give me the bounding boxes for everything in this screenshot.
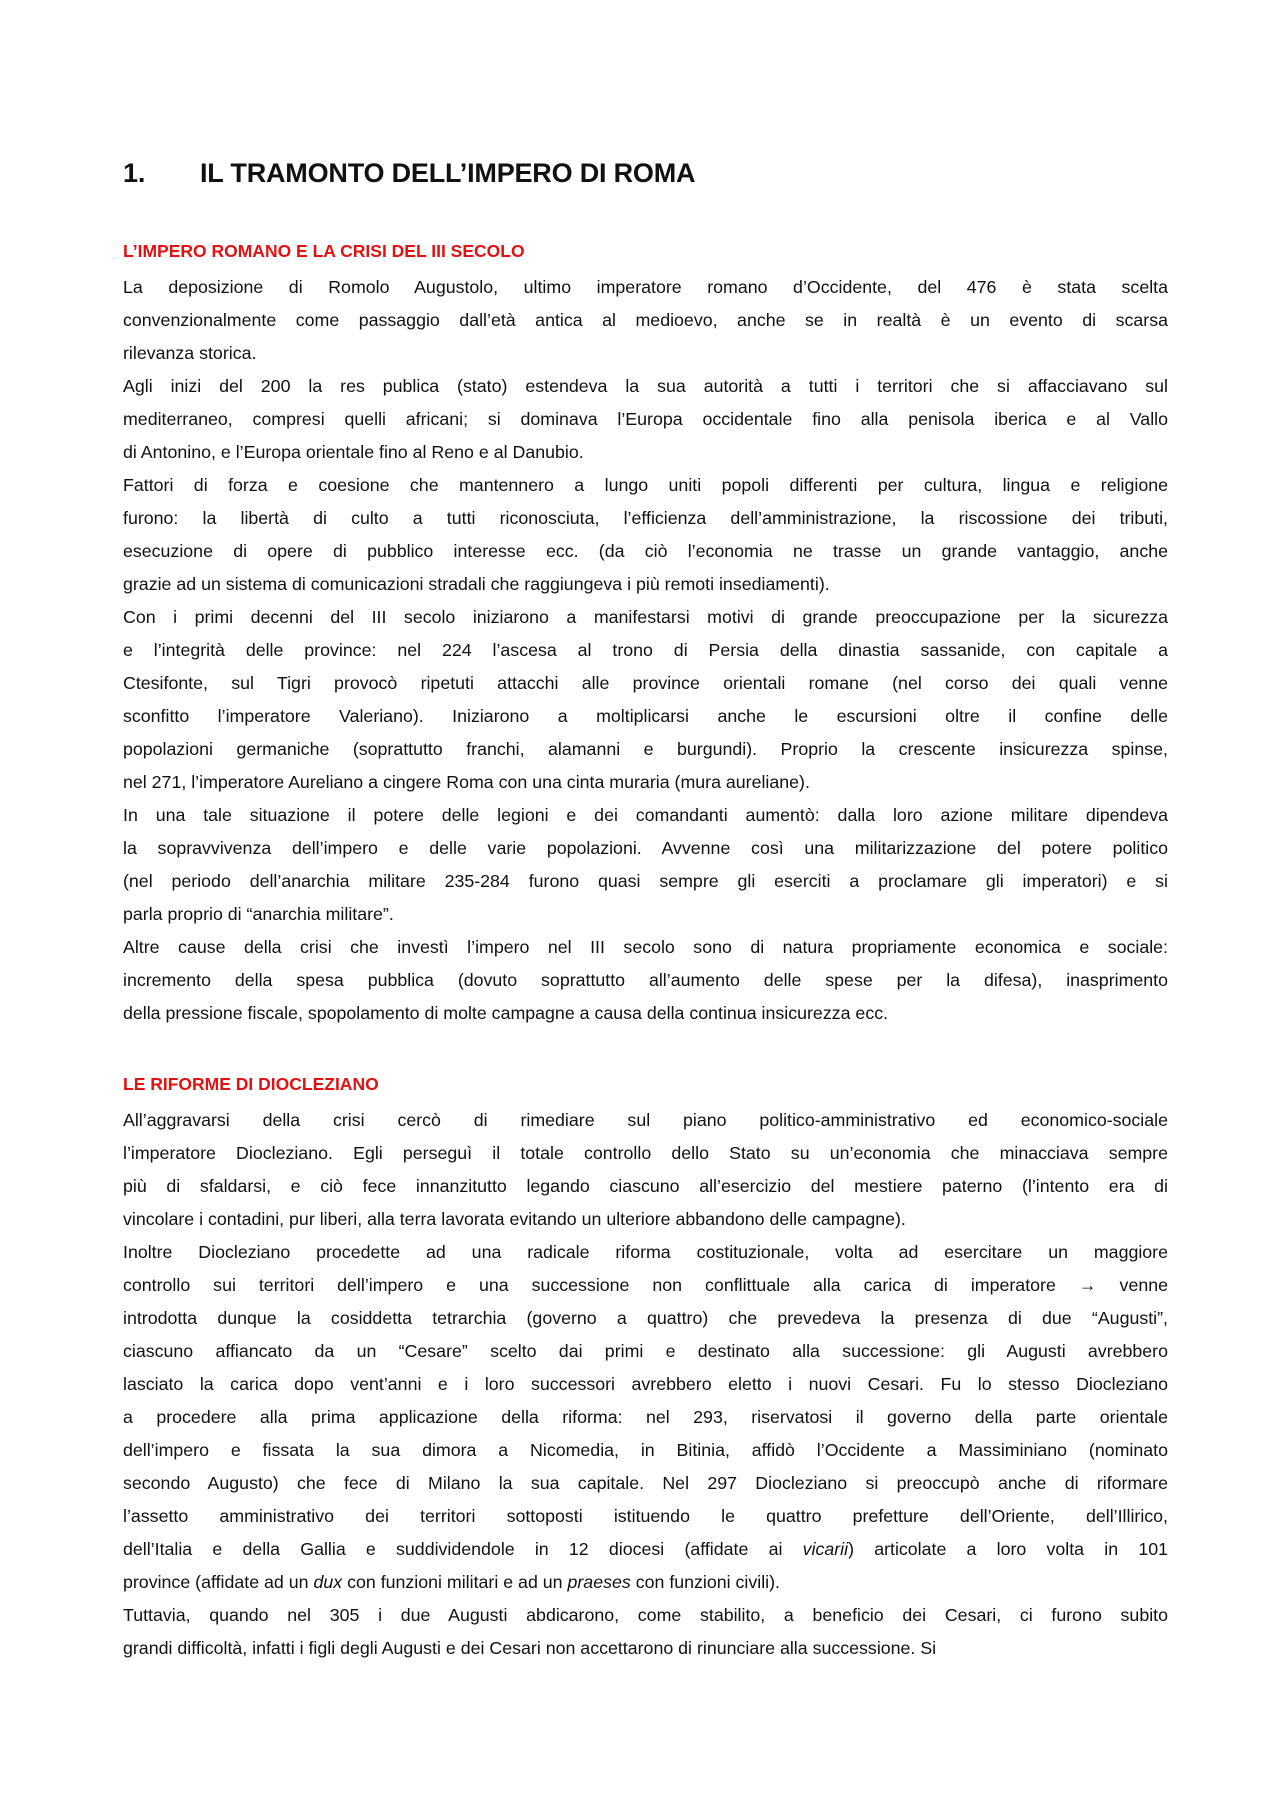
text-line: ciascuno affiancato da un “Cesare” scelto dai primi e destinato alla successione: gli Augusti avrebbero: [123, 1341, 1168, 1361]
text-line: nel 271, l’imperatore Aureliano a cingere Roma con una cinta muraria (mura aureliane).: [123, 772, 810, 792]
paragraph: [123, 1236, 1168, 1599]
text-line: La deposizione di Romolo Augustolo, ultimo imperatore romano d’Occidente, del 476 è stata scelta: [123, 277, 1168, 297]
text-line: rilevanza storica.: [123, 343, 257, 363]
paragraph: [123, 1104, 1168, 1236]
text-line: introdotta dunque la cosiddetta tetrarchia (governo a quattro) che prevedeva la presenza di due “Augusti”,: [123, 1308, 1168, 1328]
text-line: l’assetto amministrativo dei territori sottoposti istituendo le quattro prefetture dell’Oriente, dell’Illirico,: [123, 1506, 1168, 1526]
text-line: incremento della spesa pubblica (dovuto soprattutto all’aumento delle spese per la difesa), inasprimento: [123, 970, 1168, 990]
text-line: vincolare i contadini, pur liberi, alla terra lavorata evitando un ulteriore abbandono delle campagne).: [123, 1209, 906, 1229]
text-line: Inoltre Diocleziano procedette ad una radicale riforma costituzionale, volta ad esercitare un maggiore: [123, 1242, 1168, 1262]
paragraph: [123, 271, 1168, 370]
text-line: più di sfaldarsi, e ciò fece innanzitutto legando ciascuno all’esercizio del mestiere paterno (l’intento era di: [123, 1176, 1168, 1196]
paragraph: [123, 601, 1168, 799]
text-line: Con i primi decenni del III secolo iniziarono a manifestarsi motivi di grande preoccupazione per la sicurezza: [123, 607, 1168, 627]
text-line: della pressione fiscale, spopolamento di molte campagne a causa della continua insicurezza ecc.: [123, 1003, 889, 1023]
text-line: dell’Italia e della Gallia e suddividendole in 12 diocesi (affidate ai vicarii) articolate a loro volta in 101: [123, 1539, 1168, 1559]
text-line: popolazioni germaniche (soprattutto franchi, alamanni e burgundi). Proprio la crescente insicurezza spinse,: [123, 739, 1168, 759]
section-crisi-iii-secolo: [123, 238, 1168, 1030]
paragraph: [123, 469, 1168, 601]
text-line: Fattori di forza e coesione che mantennero a lungo uniti popoli differenti per cultura, lingua e religione: [123, 475, 1168, 495]
text-line: l’imperatore Diocleziano. Egli perseguì il totale controllo dello Stato su un’economia che minacciava sempre: [123, 1143, 1168, 1163]
text-line: secondo Augusto) che fece di Milano la sua capitale. Nel 297 Diocleziano si preoccupò anche di riformare: [123, 1473, 1168, 1493]
italic-term: vicarii: [802, 1539, 849, 1559]
text-line: parla proprio di “anarchia militare”.: [123, 904, 394, 924]
text-line: In una tale situazione il potere delle legioni e dei comandanti aumentò: dalla loro azione militare dipendeva: [123, 805, 1168, 825]
text-line: Altre cause della crisi che investì l’impero nel III secolo sono di natura propriamente economica e sociale:: [123, 937, 1168, 957]
section-body: [123, 271, 1168, 1030]
text-line: grazie ad un sistema di comunicazioni stradali che raggiungeva i più remoti insediamenti).: [123, 574, 830, 594]
text-line: Tuttavia, quando nel 305 i due Augusti abdicarono, come stabilito, a beneficio dei Cesari, ci furono subito: [123, 1605, 1168, 1625]
text-line: mediterraneo, compresi quelli africani; si dominava l’Europa occidentale fino alla penisola iberica e al Vallo: [123, 409, 1168, 429]
text-line: lasciato la carica dopo vent’anni e i loro successori avrebbero eletto i nuovi Cesari. Fu lo stesso Diocleziano: [123, 1374, 1168, 1394]
text-line: sconfitto l’imperatore Valeriano). Iniziarono a moltiplicarsi anche le escursioni oltre il confine delle: [123, 706, 1168, 726]
paragraph: [123, 931, 1168, 1030]
text-line: Agli inizi del 200 la res publica (stato) estendeva la sua autorità a tutti i territori che si affacciavano sul: [123, 376, 1168, 396]
section-riforme-diocleziano: [123, 1071, 1168, 1665]
section-heading: L’IMPERO ROMANO E LA CRISI DEL III SECOLO: [123, 241, 525, 261]
chapter-number: 1.: [123, 158, 146, 188]
text-line: grandi difficoltà, infatti i figli degli Augusti e dei Cesari non accettarono di rinunciare alla successione. Si: [123, 1638, 937, 1658]
text-line: esecuzione di opere di pubblico interesse ecc. (da ciò l’economia ne trasse un grande vantaggio, anche: [123, 541, 1168, 561]
text-line: dell’impero e fissata la sua dimora a Nicomedia, in Bitinia, affidò l’Occidente a Massiminiano (nominato: [123, 1440, 1168, 1460]
paragraph: [123, 799, 1168, 931]
paragraph: [123, 370, 1168, 469]
text-line: province (affidate ad un dux con funzioni militari e ad un praeses con funzioni civili).: [123, 1572, 780, 1592]
text-line: controllo sui territori dell’impero e una successione non conflittuale alla carica di imperatore → venne: [123, 1275, 1168, 1295]
italic-term: praeses: [567, 1572, 631, 1592]
text-line: All’aggravarsi della crisi cercò di rimediare sul piano politico-amministrativo ed economico-sociale: [123, 1110, 1168, 1130]
text-line: a procedere alla prima applicazione della riforma: nel 293, riservatosi il governo della parte orientale: [123, 1407, 1168, 1427]
chapter-title-text: IL TRAMONTO DELL’IMPERO DI ROMA: [200, 158, 696, 188]
section-heading: LE RIFORME DI DIOCLEZIANO: [123, 1074, 379, 1094]
text-line: (nel periodo dell’anarchia militare 235-284 furono quasi sempre gli eserciti a proclamare gli imperatori) e si: [123, 871, 1168, 891]
italic-term: dux: [313, 1572, 343, 1592]
text-line: Ctesifonte, sul Tigri provocò ripetuti attacchi alle province orientali romane (nel corso dei quali venne: [123, 673, 1168, 693]
text-line: di Antonino, e l’Europa orientale fino al Reno e al Danubio.: [123, 442, 584, 462]
paragraph: [123, 1599, 1168, 1665]
section-body: [123, 1104, 1168, 1665]
text-line: furono: la libertà di culto a tutti riconosciuta, l’efficienza dell’amministrazione, la riscossione dei tributi,: [123, 508, 1168, 528]
text-line: convenzionalmente come passaggio dall’età antica al medioevo, anche se in realtà è un evento di scarsa: [123, 310, 1168, 330]
text-line: e l’integrità delle province: nel 224 l’ascesa al trono di Persia della dinastia sassanide, con capitale a: [123, 640, 1168, 660]
text-line: la sopravvivenza dell’impero e delle varie popolazioni. Avvenne così una militarizzazione del potere politico: [123, 838, 1168, 858]
chapter-title: [123, 158, 695, 189]
